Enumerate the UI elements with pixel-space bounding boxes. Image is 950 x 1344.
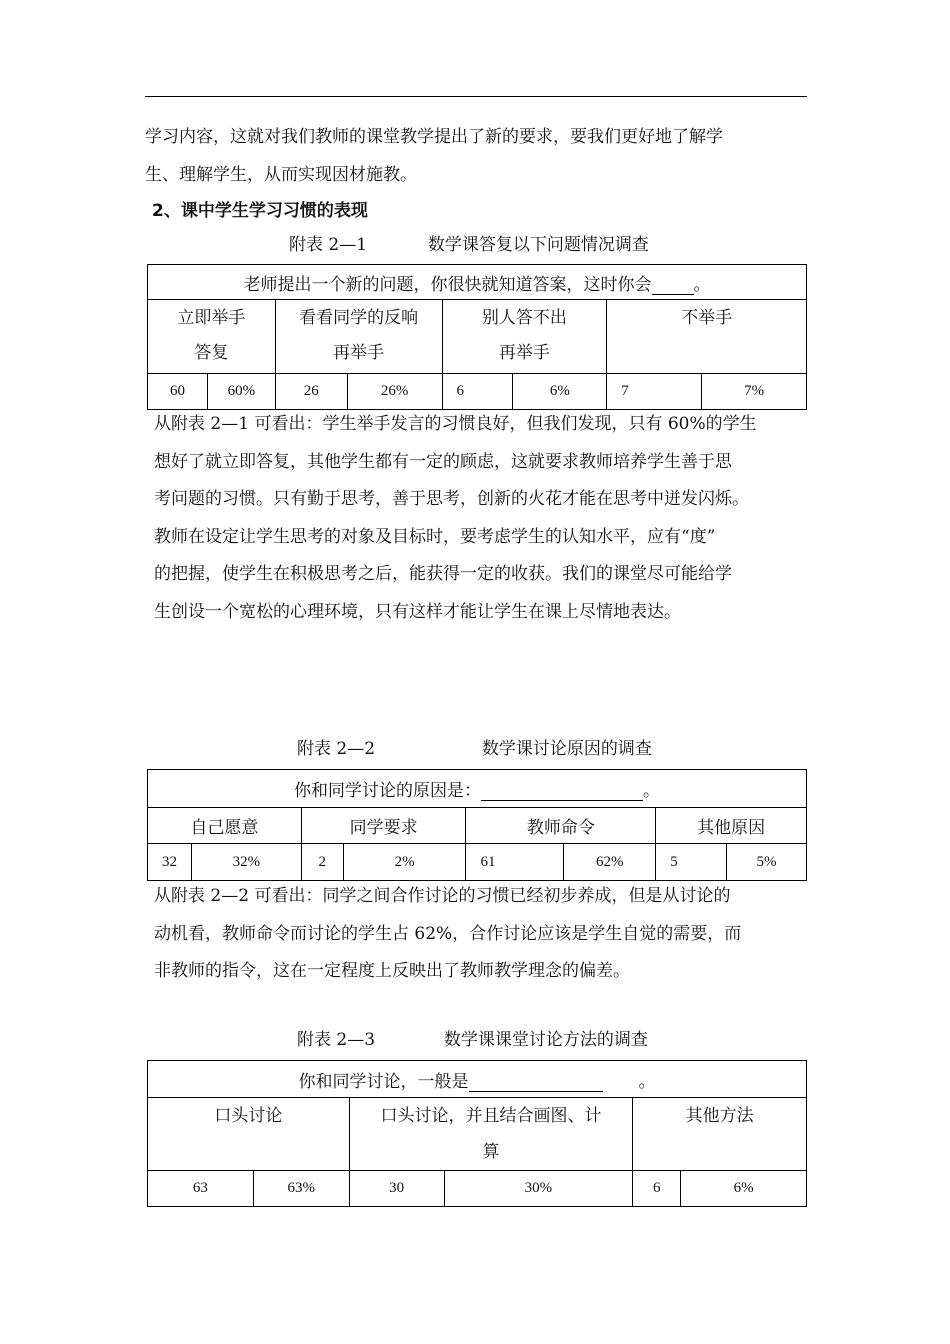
table2-percent-3: 62% (564, 844, 656, 881)
survey-table-2 (147, 769, 807, 881)
table1-option-1: 立即举手 答复 (148, 300, 276, 374)
table1-count-4: 7 (607, 374, 702, 410)
table3-count-1: 63 (148, 1171, 254, 1207)
intro-line-2: 生、理解学生，从而实现因材施教。 (145, 165, 417, 185)
table2-percent-4: 5% (727, 844, 807, 881)
survey-table-1 (147, 264, 807, 410)
table2-option-3: 教师命令 (466, 808, 656, 844)
table2-percent-1: 32% (191, 844, 301, 881)
table1-count-3: 6 (442, 374, 513, 410)
table2-option-4: 其他原因 (656, 808, 807, 844)
section-heading: 2、课中学生学习习惯的表现 (152, 201, 368, 221)
table2-count-2: 2 (301, 844, 343, 881)
table2-caption-title: 数学课讨论原因的调查 (481, 739, 652, 759)
table2-question: 你和同学讨论的原因是： 。 (148, 770, 807, 808)
answer-blank (469, 1075, 603, 1092)
table3-count-2: 30 (349, 1171, 444, 1207)
para1-line-1: 从附表 2—1 可看出：学生举手发言的习惯良好，但我们发现，只有 60%的学生 (154, 414, 757, 434)
table1-percent-4: 7% (702, 374, 807, 410)
table2-count-1: 32 (148, 844, 192, 881)
table1-count-2: 26 (275, 374, 347, 410)
table3-option-3: 其他方法 (633, 1098, 807, 1171)
table3-caption-title: 数学课课堂讨论方法的调查 (443, 1030, 648, 1050)
answer-blank (652, 278, 694, 295)
survey-table-3 (147, 1060, 807, 1207)
table1-caption-number: 附表 2—1 (289, 235, 368, 255)
table1-option-2: 看看同学的反响 再举手 (275, 300, 442, 374)
table3-caption (297, 1030, 648, 1050)
table2-caption (297, 739, 652, 759)
table1-percent-2: 26% (347, 374, 442, 410)
table1-question: 老师提出一个新的问题，你很快就知道答案，这时你会 。 (148, 265, 807, 300)
table1-caption-title: 数学课答复以下问题情况调查 (427, 235, 649, 255)
para1-line-3: 考问题的习惯。只有勤于思考，善于思考，创新的火花才能在思考中迸发闪烁。 (154, 489, 749, 509)
header-rule (145, 96, 807, 97)
table3-count-3: 6 (633, 1171, 681, 1207)
table3-question: 你和同学讨论，一般是 。 (148, 1061, 807, 1098)
table1-count-1: 60 (148, 374, 208, 410)
table3-caption-number: 附表 2—3 (297, 1030, 376, 1050)
table3-percent-2: 30% (444, 1171, 633, 1207)
table1-percent-1: 60% (207, 374, 275, 410)
table1-option-4: 不举手 (607, 300, 807, 374)
para2-line-2: 动机看，教师命令而讨论的学生占 62%，合作讨论应该是学生自觉的需要，而 (154, 924, 742, 944)
table2-percent-2: 2% (343, 844, 466, 881)
table2-option-2: 同学要求 (301, 808, 466, 844)
table3-option-1: 口头讨论 (148, 1098, 350, 1171)
table1-percent-3: 6% (513, 374, 607, 410)
table2-option-1: 自己愿意 (148, 808, 302, 844)
para2-line-3: 非教师的指令，这在一定程度上反映出了教师教学理念的偏差。 (154, 961, 630, 981)
table1-caption (289, 235, 649, 255)
table2-caption-number: 附表 2—2 (297, 739, 376, 759)
table3-percent-3: 6% (681, 1171, 807, 1207)
table1-option-3: 别人答不出 再举手 (442, 300, 607, 374)
table2-count-4: 5 (656, 844, 727, 881)
para1-line-2: 想好了就立即答复，其他学生都有一定的顾虑，这就要求教师培养学生善于思 (154, 452, 732, 472)
para1-line-4: 教师在设定让学生思考的对象及目标时，要考虑学生的认知水平，应有“度” (154, 527, 716, 547)
intro-line-1: 学习内容，这就对我们教师的课堂教学提出了新的要求，要我们更好地了解学 (145, 127, 723, 147)
table3-percent-1: 63% (253, 1171, 349, 1207)
answer-blank (481, 784, 643, 801)
table2-count-3: 61 (466, 844, 564, 881)
table3-option-2: 口头讨论，并且结合画图、计 算 (349, 1098, 633, 1171)
para1-line-5: 的把握，使学生在积极思考之后，能获得一定的收获。我们的课堂尽可能给学 (154, 564, 732, 584)
para1-line-6: 生创设一个宽松的心理环境，只有这样才能让学生在课上尽情地表达。 (154, 602, 681, 622)
para2-line-1: 从附表 2—2 可看出：同学之间合作讨论的习惯已经初步养成，但是从讨论的 (154, 886, 731, 906)
